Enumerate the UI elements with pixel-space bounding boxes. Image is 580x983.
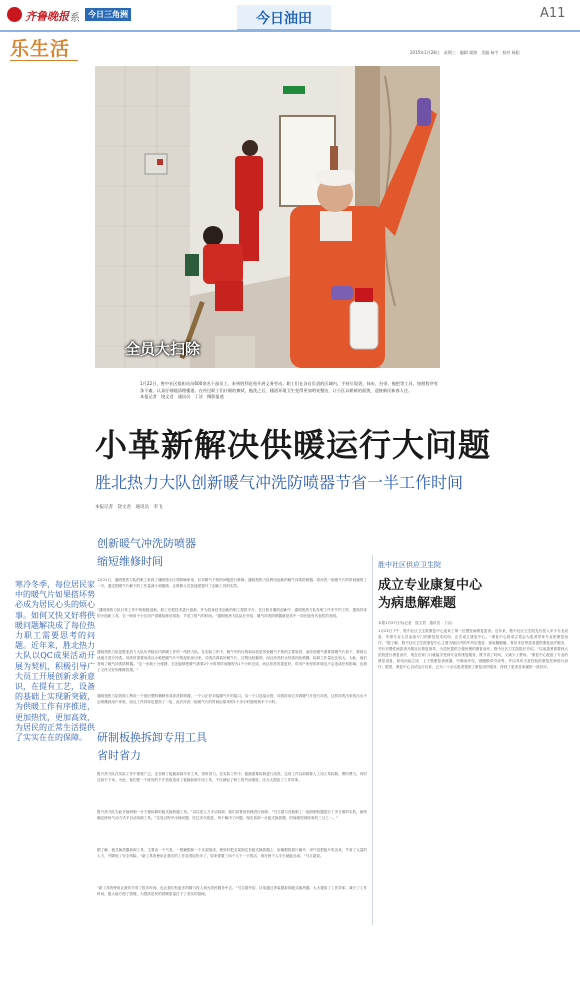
section-title: 今日油田: [256, 11, 312, 27]
subhead-2b: 省时省力: [97, 749, 141, 762]
article-para-6: [97, 809, 367, 845]
side-article: [378, 560, 568, 930]
side-title-2: 为病患解难题: [378, 596, 457, 611]
side-body: [378, 628, 568, 918]
subhead-1a: 创新暖气冲洗防喷器: [97, 537, 196, 550]
column-logo-text: 乐生活: [10, 38, 71, 60]
subhead-1b: 缩短维修时间: [97, 555, 163, 568]
brand-suffix: 系: [70, 13, 80, 24]
photo-credit: 本报记者 饶文君 通讯员 丁洁 摄影报道: [140, 394, 224, 400]
article-para-5-text: 胜兴热力队在实际工作中需要广泛，还自制了板换拆卸专用工具，省时省力。在实际工作中，板换需要拆卸进行清洗，这项工作以前都要人工用工具拆卸，费时费力，有时还拆不下来。为此，他们把一个废旧的千斤顶改造成了板换拆卸专用工具，不仅减轻了职工的劳动强度，还大大提高了工作效率。: [97, 772, 367, 782]
photo-sign: 全员大扫除: [125, 340, 201, 358]
page-code: A11: [540, 6, 566, 21]
sidebar-intro: [15, 580, 95, 880]
article-para-1: [97, 577, 367, 605]
headline-sub: 胜北热力大队创新暖气冲洗防喷器节省一半工作时间: [95, 473, 464, 492]
side-title-1: 成立专业康复中心: [378, 578, 483, 593]
article-para-7: [97, 847, 367, 883]
column-divider: [372, 555, 373, 925]
sub-brand: 今日三角洲: [85, 8, 131, 21]
photo-caption: [140, 381, 438, 401]
article-para-3: [97, 649, 367, 691]
main-article: [97, 535, 367, 925]
headline-main: 小革新解决供暖运行大问题: [95, 426, 492, 464]
side-byline-text: 本报1月27日讯(记者 饶文君 通讯员 丁洁): [378, 621, 453, 625]
article-para-1-text: 1月21日，通明苑热力队的职工来到了通明苑小区郑阿姨家里，针对暖气不热的问题进行维修。通明苑热力队利用创新的暖气冲洗防喷器，将冲洗一组暖气片的时间缩短了一半。通过把暖气片解下的工作量减少到极简，让维修人员加速度提升了创新工具的实效。: [97, 578, 367, 588]
masthead-rule: [0, 30, 580, 32]
brand-name: 齐鲁晚报: [25, 10, 69, 23]
side-byline: [378, 620, 568, 626]
article-para-7-text: 据了解，板式换热器拆卸工具，主要由一个气泵、一根撬棍和一个支架组成，使用时把支架固定在板式换热器上，用撬棍将板片撬开，用气泵把板片吹出来，节省了大量的人力，并降低了安全风险。“新工具的使用让我们的工作变得轻松多了，原来需要三四个人干一天的活，现在两个人半天就能完成。”马文超说。: [97, 848, 367, 858]
article-para-4: [97, 693, 367, 721]
column-logo-underline: [10, 60, 78, 61]
sidebar-text: 寒冷冬季，每位居民家中的暖气片如果搭坏势必成为居民心头的烦心事。如何又快又好将供暖问题解决成了每位热力职工需要思考的问题。近年来，胜北热力大队以QC成果活动开展为契机，积极引导广大员工开展创新求新意识，在提有工艺，设备的基础上实现新突破，为供暖工作有序推进，更加热忱，更加高效，为居民的正常生活提供了实实在在的保障。: [15, 580, 95, 743]
article-para-2-text: “通明苑热力队日常工作中的积极创新，职工们把技术进行创新，并为投身技术创新的职工提供平台，在日积月累的创新中，通明苑热力队发明了许多节约工时、提高效率的小创新工具，它一般用于小区用户供暖检修后排查，节省了排气的时间。”通明苑热力队队长介绍，暖气冲洗防喷器就是其中一项比较有代表性的发明。: [97, 608, 367, 618]
side-kicker: 胜中社区供应卫生院: [378, 561, 441, 569]
masthead: [0, 0, 580, 30]
headline-byline: 本报记者 饶文君 通讯员 李飞: [95, 505, 163, 510]
article-para-3-text: 通明苑热力队是胜北热力大队负责辖区内供暖工作的一线热力队。在实际工作中，暖气中的污物和杂质是导致暖气不热的主要原因，而冲洗暖气需要将暖气片拆下，移到合适地方进行冲洗。冲洗时需要用高压水枪把暖气片中的泥垢冲出来，冲洗后再装好暖气片，过程比较繁琐，而且冲洗时水经常四处喷溅，拆卸工作量也比较大。为此，他们发明了暖气冲洗防喷器。“这一步就十分便捷，它还能够把暖气需要2个小时的时间缩短为1个小时完成，而且冲洗效果更好，对用户家里的环境也不会造成任何影响，达到了又快又好的维修效果。”: [97, 650, 367, 672]
dateline: 2015年1月28日 星期三 编辑 栗路 美编 杨宇 校对 杨阳: [410, 50, 520, 55]
article-para-8: [97, 885, 367, 921]
article-para-5: [97, 771, 367, 807]
article-para-8-text: “新工具的使用让我们节省了很多时间，也让我们有更多的精力投入到为居民服务中去。”马文超介绍，目前通过该装置拆卸板式换热器，大大提高了工作效率，减少了工作时间，极大地方便了管理，为提高居民的供暖质量打下了坚实的基础。: [97, 886, 367, 896]
side-body-text: 1月23日下午，胜中社区卫生院康复中心迎来了第一位慢性病康复患者。近年来，胜中社区卫生院先后投入多少专业设备，安排专业人员参加专门的康复技术培训，正式成立康复中心。“康复中心的成立将会为患者带来专业的康复治疗。”据了解，胜中社区卫生院康复中心主要为辖区内的中风后遗症、颈肩腰腿痛、骨折术后等患者提供康复治疗服务，并针对慢性病患者开展社区康复指导，为居民提供方便快捷的康复治疗。胜中社区卫生院院长介绍，“以前患者需要到大医院进行康复治疗，现在在家门口就能享受到专业的康复服务，既节省了时间，又减少了费用。”康复中心配备了专业的康复设备，如电动起立床、上下肢康复训练器、中频治疗仪、颈腰椎牵引床等，并由具有丰富经验的康复医师进行治疗。据悉，康复中心自试运行以来，已为二十余名患者提供了康复治疗服务，得到了患者及家属的一致好评。: [378, 629, 568, 669]
article-para-6-text: 胜兴热力队为此开始研制一台方便拆卸的板式换热器工具。“以往是人力手动拆卸，我们试着用机械进行拆卸。”马文超与其他职工一起研制机器进行了多方面的实验，最终确定使用气动力式半自动拆卸工具。“实验过程中出现问题，经过多次改进，终于解决了问题，现在拆卸一台板式换热器，时间缩短到原来的三分之一。”: [97, 810, 367, 820]
photo-caption-text: 1月22日，胜中社区组织动员600余名干部员工，来到胜利花苑开展义务劳动。职工们在各自负责的区域内，手持垃圾袋、抹布、扫帚，拖把等工具，按照程序有条不紊，认真仔细地清理楼道。在经过职工们仔细的擦拭、拖洗之后，楼道环境卫生变得更加明亮整洁，让小区以崭新的面貌，迎接新民新春人住。: [140, 381, 438, 393]
article-para-2: [97, 607, 367, 647]
headline-box: [95, 420, 515, 538]
article-para-4-text: 通明苑热力队的职工利用一个废旧塑料桶制作成冲洗防喷器，一个口正好对接暖气片的接口，另一个口连接水管，冲洗时用它对着暖气片进行冲洗，这样冲洗出来的污水不会喷溅到用户家里，而且工作效率也提高了一倍，此后冲洗一组暖气片的时间由原来的1个多小时缩短到半个小时。: [97, 694, 367, 704]
subhead-2a: 研制板换拆卸专用工具: [97, 731, 207, 744]
lead-photo: [95, 66, 440, 368]
brand-logo: [7, 7, 22, 22]
